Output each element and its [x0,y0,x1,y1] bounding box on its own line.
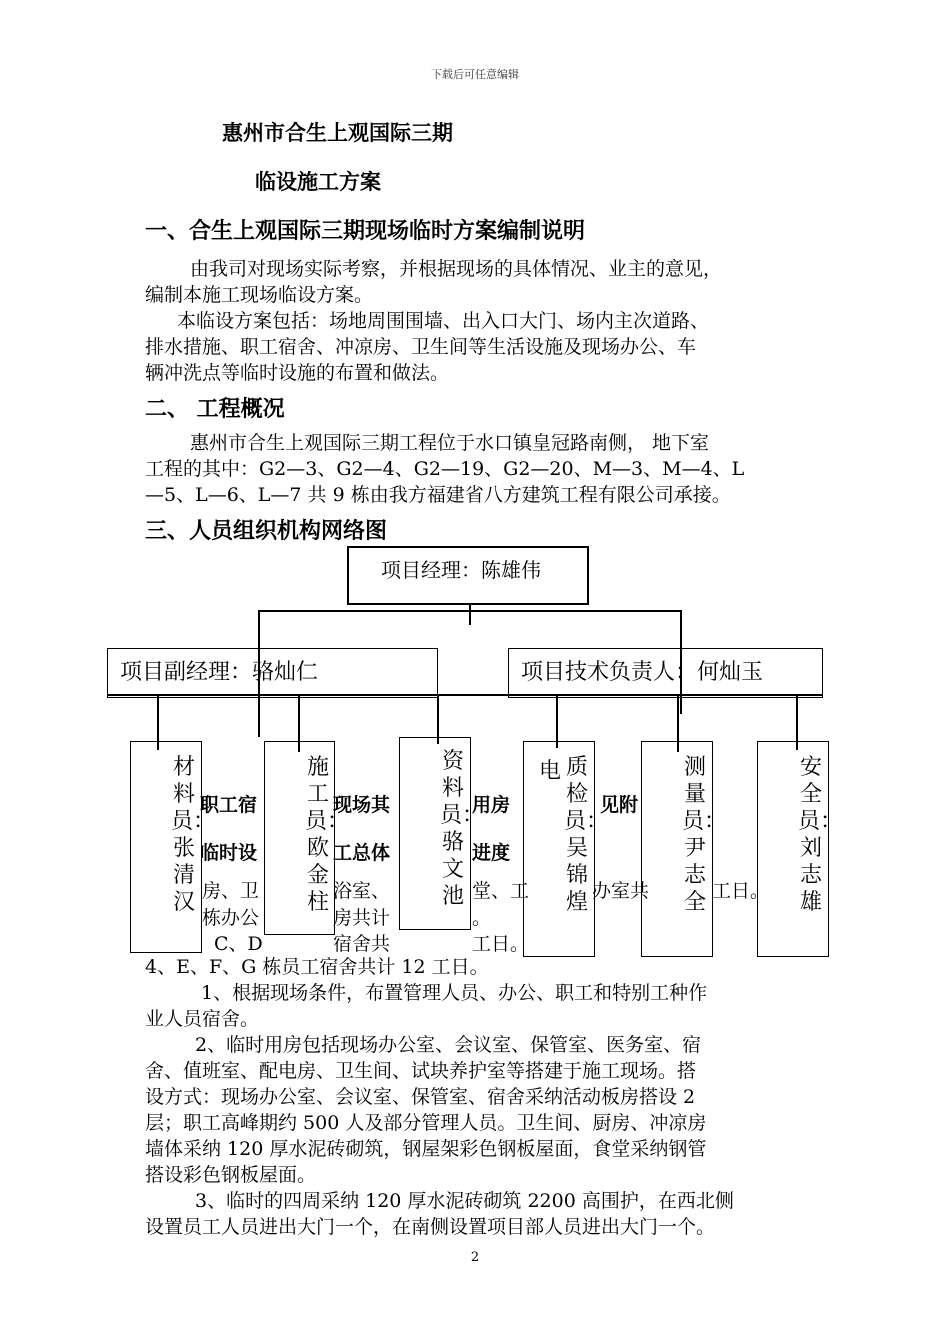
obscured-text: 用房 [472,794,511,816]
staff-box-materials [130,741,216,953]
tech-lead-label: 项目技术负责人：何灿玉 [521,660,764,685]
obscured-text: 工总体 [333,842,391,864]
obscured-text: 见附 [600,794,639,816]
staff-label: 安全员：刘志雄 [798,755,843,915]
text-line: 设置员工人员进出大门一个，在南侧设置项目部人员进出大门一个。 [145,1216,716,1238]
obscured-text: 临时设 [200,842,258,864]
manager-label: 项目经理：陈雄伟 [381,558,541,582]
connector-line [258,610,681,612]
section-2-body [145,430,820,508]
text-line: 工程的其中：G2—3、G2—4、G2—19、G2—20、M—3、M—4、L [145,458,745,480]
text-line: 墙体采纳 120 厚水泥砖砌筑，钢屋架彩色钢板屋面，食堂采纳钢管 [145,1138,707,1160]
text-line: 2、临时用房包括现场办公室、会议室、保管室、医务室、宿 [195,1034,702,1056]
deputy-label: 项目副经理：骆灿仁 [120,660,319,685]
staff-label: 材料员：张清汉 [171,755,216,915]
text-line: 辆冲洗点等临时设施的布置和做法。 [145,362,450,384]
obscured-text: 办室共 [592,880,650,902]
text-line: 业人员宿舍。 [145,1008,260,1030]
page-number: 2 [470,1250,480,1265]
text-line: 本临设方案包括：场地周围围墙、出入口大门、场内主次道路、 [177,310,710,332]
staff-label: 质检员：吴锦煌 [564,755,609,915]
section-2-heading: 二、 工程概况 [145,397,285,422]
text-line: 编制本施工现场临设方案。 [145,284,374,306]
obscured-text: 工日。 [712,880,770,902]
connector-line [469,605,471,625]
connector-line [107,694,823,696]
text-line: 由我司对现场实际考察，并根据现场的具体情况、业主的意见， [190,258,723,280]
obscured-text: 进度 [472,842,511,864]
obscured-text: 工日。 [472,933,530,955]
stray-char: 电 [539,759,562,784]
staff-box-construction [264,741,350,935]
obscured-text: 堂、工 [472,880,530,902]
obscured-text: C、D [214,933,263,955]
obscured-text: 房、卫 [202,880,260,902]
text-line: 惠州市合生上观国际三期工程位于水口镇皇冠路南侧， 地下室 [190,432,710,454]
obscured-text: 栋办公 [202,907,260,929]
staff-box-documents [399,737,485,930]
section-3-heading: 三、人员组织机构网络图 [145,519,388,544]
section-4-body [145,954,835,1240]
text-line: 4、E、F、G 栋员工宿舍共计 12 工日。 [145,956,489,978]
text-line: 舍、值班室、配电房、卫生间、试块养护室等搭建于施工现场。搭 [145,1060,697,1082]
manager-box [347,546,589,605]
obscured-text: 职工宿 [200,794,258,816]
document-title: 惠州市合生上观国际三期 [222,121,453,145]
staff-label: 测量员：尹志全 [682,755,727,915]
text-line: 设方式：现场办公室、会议室、保管室、宿舍采纳活动板房搭设 2 [145,1086,696,1108]
document-subtitle: 临设施工方案 [255,170,381,194]
obscured-text: 房共计 [333,907,391,929]
staff-label: 资料员：骆文池 [440,749,485,909]
text-line: 搭设彩色钢板屋面。 [145,1164,317,1186]
text-line: 层；职工高峰期约 500 人及部分管理人员。卫生间、厨房、冲凉房 [145,1112,707,1134]
staff-box-survey [641,741,727,957]
staff-box-quality [523,741,609,957]
text-line: 3、临时的四周采纳 120 厚水泥砖砌筑 2200 高围护，在西北侧 [195,1190,734,1212]
obscured-text: 宿舍共 [333,933,391,955]
text-line: —5、L—6、L—7 共 9 栋由我方福建省八方建筑工程有限公司承接。 [145,484,731,506]
obscured-text: 。 [472,907,492,929]
obscured-text: 现场其 [333,794,391,816]
section-1-heading: 一、合生上观国际三期现场临时方案编制说明 [145,219,586,244]
obscured-text: 浴室、 [333,880,391,902]
section-1-body [145,256,820,386]
staff-box-safety [757,741,843,957]
text-line: 1、根据现场条件，布置管理人员、办公、职工和特别工种作 [201,982,708,1004]
deputy-box [107,648,438,698]
header-note: 下载后可任意编辑 [431,68,519,81]
text-line: 排水措施、职工宿舍、冲凉房、卫生间等生活设施及现场办公、车 [145,336,697,358]
connector-line [556,694,558,748]
tech-lead-box [508,648,823,698]
staff-label: 施工员：欧金柱 [305,755,350,915]
